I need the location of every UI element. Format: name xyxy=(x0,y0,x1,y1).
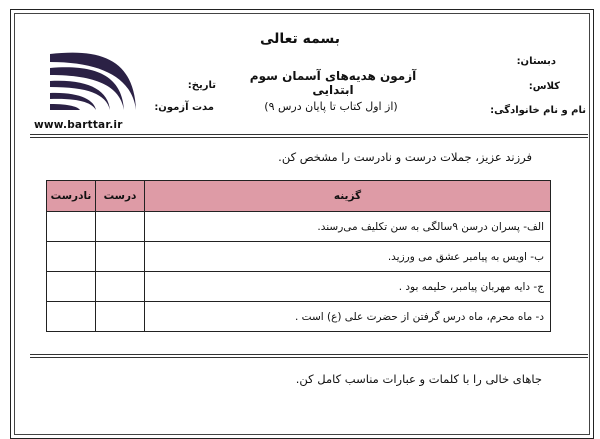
table-row xyxy=(47,242,551,272)
bismillah-heading: بسمه تعالی xyxy=(259,31,341,47)
date-label: تاریخ: xyxy=(187,80,216,91)
section-divider xyxy=(30,354,588,355)
false-answer-cell[interactable] xyxy=(47,272,96,302)
table-row xyxy=(47,272,551,302)
table-row xyxy=(47,212,551,242)
true-answer-cell[interactable] xyxy=(96,272,145,302)
true-answer-cell[interactable] xyxy=(96,212,145,242)
barttar-logo-icon xyxy=(42,44,142,116)
website-url: www.barttar.ir xyxy=(34,119,123,131)
section-divider-second xyxy=(30,357,588,358)
table-row xyxy=(47,302,551,332)
header-divider xyxy=(30,134,588,135)
section2-instruction: جاهای خالی را با کلمات و عبارات مناسب کامل کن. xyxy=(295,372,542,386)
statement-cell: ب- اویس به پیامبر عشق می ورزید. xyxy=(145,242,551,272)
false-answer-cell[interactable] xyxy=(47,302,96,332)
header-divider-second xyxy=(30,137,588,138)
exam-title: آزمون هدیه‌های آسمان سوم ابتدایی xyxy=(249,69,417,97)
true-answer-cell[interactable] xyxy=(96,302,145,332)
statement-cell: الف- پسران درسن ۹سالگی به سن تکلیف می‌رسند. xyxy=(145,212,551,242)
exam-subtitle: (از اول کتاب تا پایان درس ۹) xyxy=(264,100,398,113)
student-name-label: نام و نام خانوادگی: xyxy=(490,105,586,116)
true-answer-cell[interactable] xyxy=(96,242,145,272)
false-answer-cell[interactable] xyxy=(47,212,96,242)
option-column-header: گزینه xyxy=(145,181,551,212)
false-column-header: نادرست xyxy=(47,181,96,212)
false-answer-cell[interactable] xyxy=(47,242,96,272)
class-label: کلاس: xyxy=(528,81,560,92)
statement-cell: د- ماه محرم، ماه درس گرفتن از حضرت علی (ع) است . xyxy=(145,302,551,332)
true-false-table xyxy=(46,180,551,332)
statement-cell: ج- دایه مهربان پیامبر، حلیمه بود . xyxy=(145,272,551,302)
true-column-header: درست xyxy=(96,181,145,212)
section1-instruction: فرزند عزیز، جملات درست و نادرست را مشخص کن. xyxy=(278,150,532,164)
exam-duration-label: مدت آزمون: xyxy=(154,102,214,113)
table-header-row xyxy=(47,181,551,212)
school-label: دبستان: xyxy=(516,56,556,67)
